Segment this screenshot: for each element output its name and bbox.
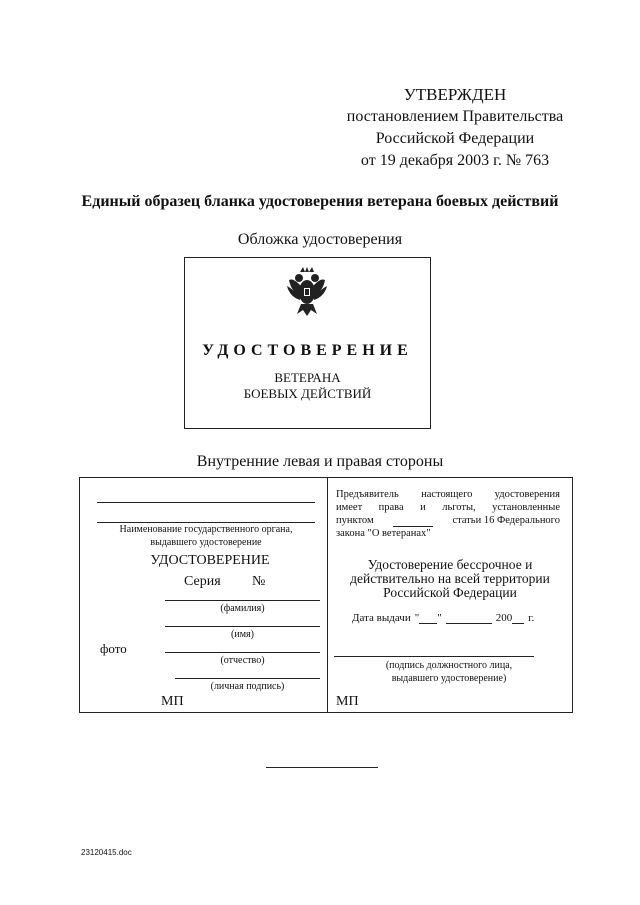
certificate-cover [184,257,431,429]
number-label: № [252,574,266,589]
approval-date-number: от 19 декабря 2003 г. № 763 [360,152,550,169]
validity-line: Российской Федерации [383,585,517,600]
patronymic-line [165,652,320,653]
signature-label: (личная подпись) [210,681,285,692]
year-prefix: 200 [495,612,513,624]
approval-line: постановлением Правительства [346,108,564,125]
photo-label: фото [100,641,127,656]
org-label: Наименование государственного органа, [119,524,293,535]
end-of-document-line [266,767,378,768]
approval-block [330,84,580,172]
stamp-label-right: МП [336,694,359,709]
cover-caption: Обложка удостоверения [237,231,403,248]
rights-text [336,488,560,540]
inner-caption: Внутренние левая и правая стороны [196,453,444,470]
official-signature-label: выдавшего удостоверение) [391,673,507,684]
cover-subtitle-2: БОЕВЫХ ДЕЙСТВИЙ [243,386,372,401]
double-headed-eagle-icon [287,266,327,318]
approval-line: Российской Федерации [375,130,535,147]
rights-text-line: Предъявитель настоящего удостоверения [336,489,560,500]
file-name: 23120415.doc [81,848,132,857]
cover-subtitle-1: ВЕТЕРАНА [274,370,341,385]
name-line [165,626,320,627]
rights-article-label: статьи 16 Федерального [452,515,560,526]
issue-date-label: Дата выдачи [352,612,411,624]
cover-heading: УДОСТОВЕРЕНИЕ [202,342,413,359]
org-name-line [97,522,315,523]
official-signature-label: (подпись должностного лица, [385,660,513,671]
year-suffix: г. [528,612,535,624]
month-blank [446,614,492,624]
official-signature-line [334,656,534,657]
rights-text-line [336,514,560,527]
patronymic-label: (отчество) [220,655,265,666]
signature-line [175,678,320,679]
org-label: выдавшего удостоверение [150,537,262,548]
org-name-line [97,502,315,503]
surname-line [165,600,320,601]
validity-line: действительно на всей территории [350,571,550,586]
document-title: Единый образец бланка удостоверения ветерана боевых действий [81,193,559,210]
stamp-label-left: МП [161,694,184,709]
issue-date-row: Дата выдачи " " 200 г. [352,612,535,624]
name-label: (имя) [231,629,254,640]
certificate-inner-spread [79,477,573,713]
inner-heading: УДОСТОВЕРЕНИЕ [150,553,270,568]
series-label: Серия [184,574,221,589]
surname-label: (фамилия) [220,603,265,614]
validity-text [328,558,572,600]
approval-title: УТВЕРЖДЕН [403,85,507,104]
rights-text-line: имеет права и льготы, установленные [336,502,560,513]
day-blank [419,614,437,624]
rights-text-line: закона "О ветеранах" [336,528,431,539]
rights-item-label: пунктом [336,515,374,526]
validity-line: Удостоверение бессрочное и [367,557,533,572]
item-number-blank [393,516,433,527]
year-blank [512,614,524,624]
